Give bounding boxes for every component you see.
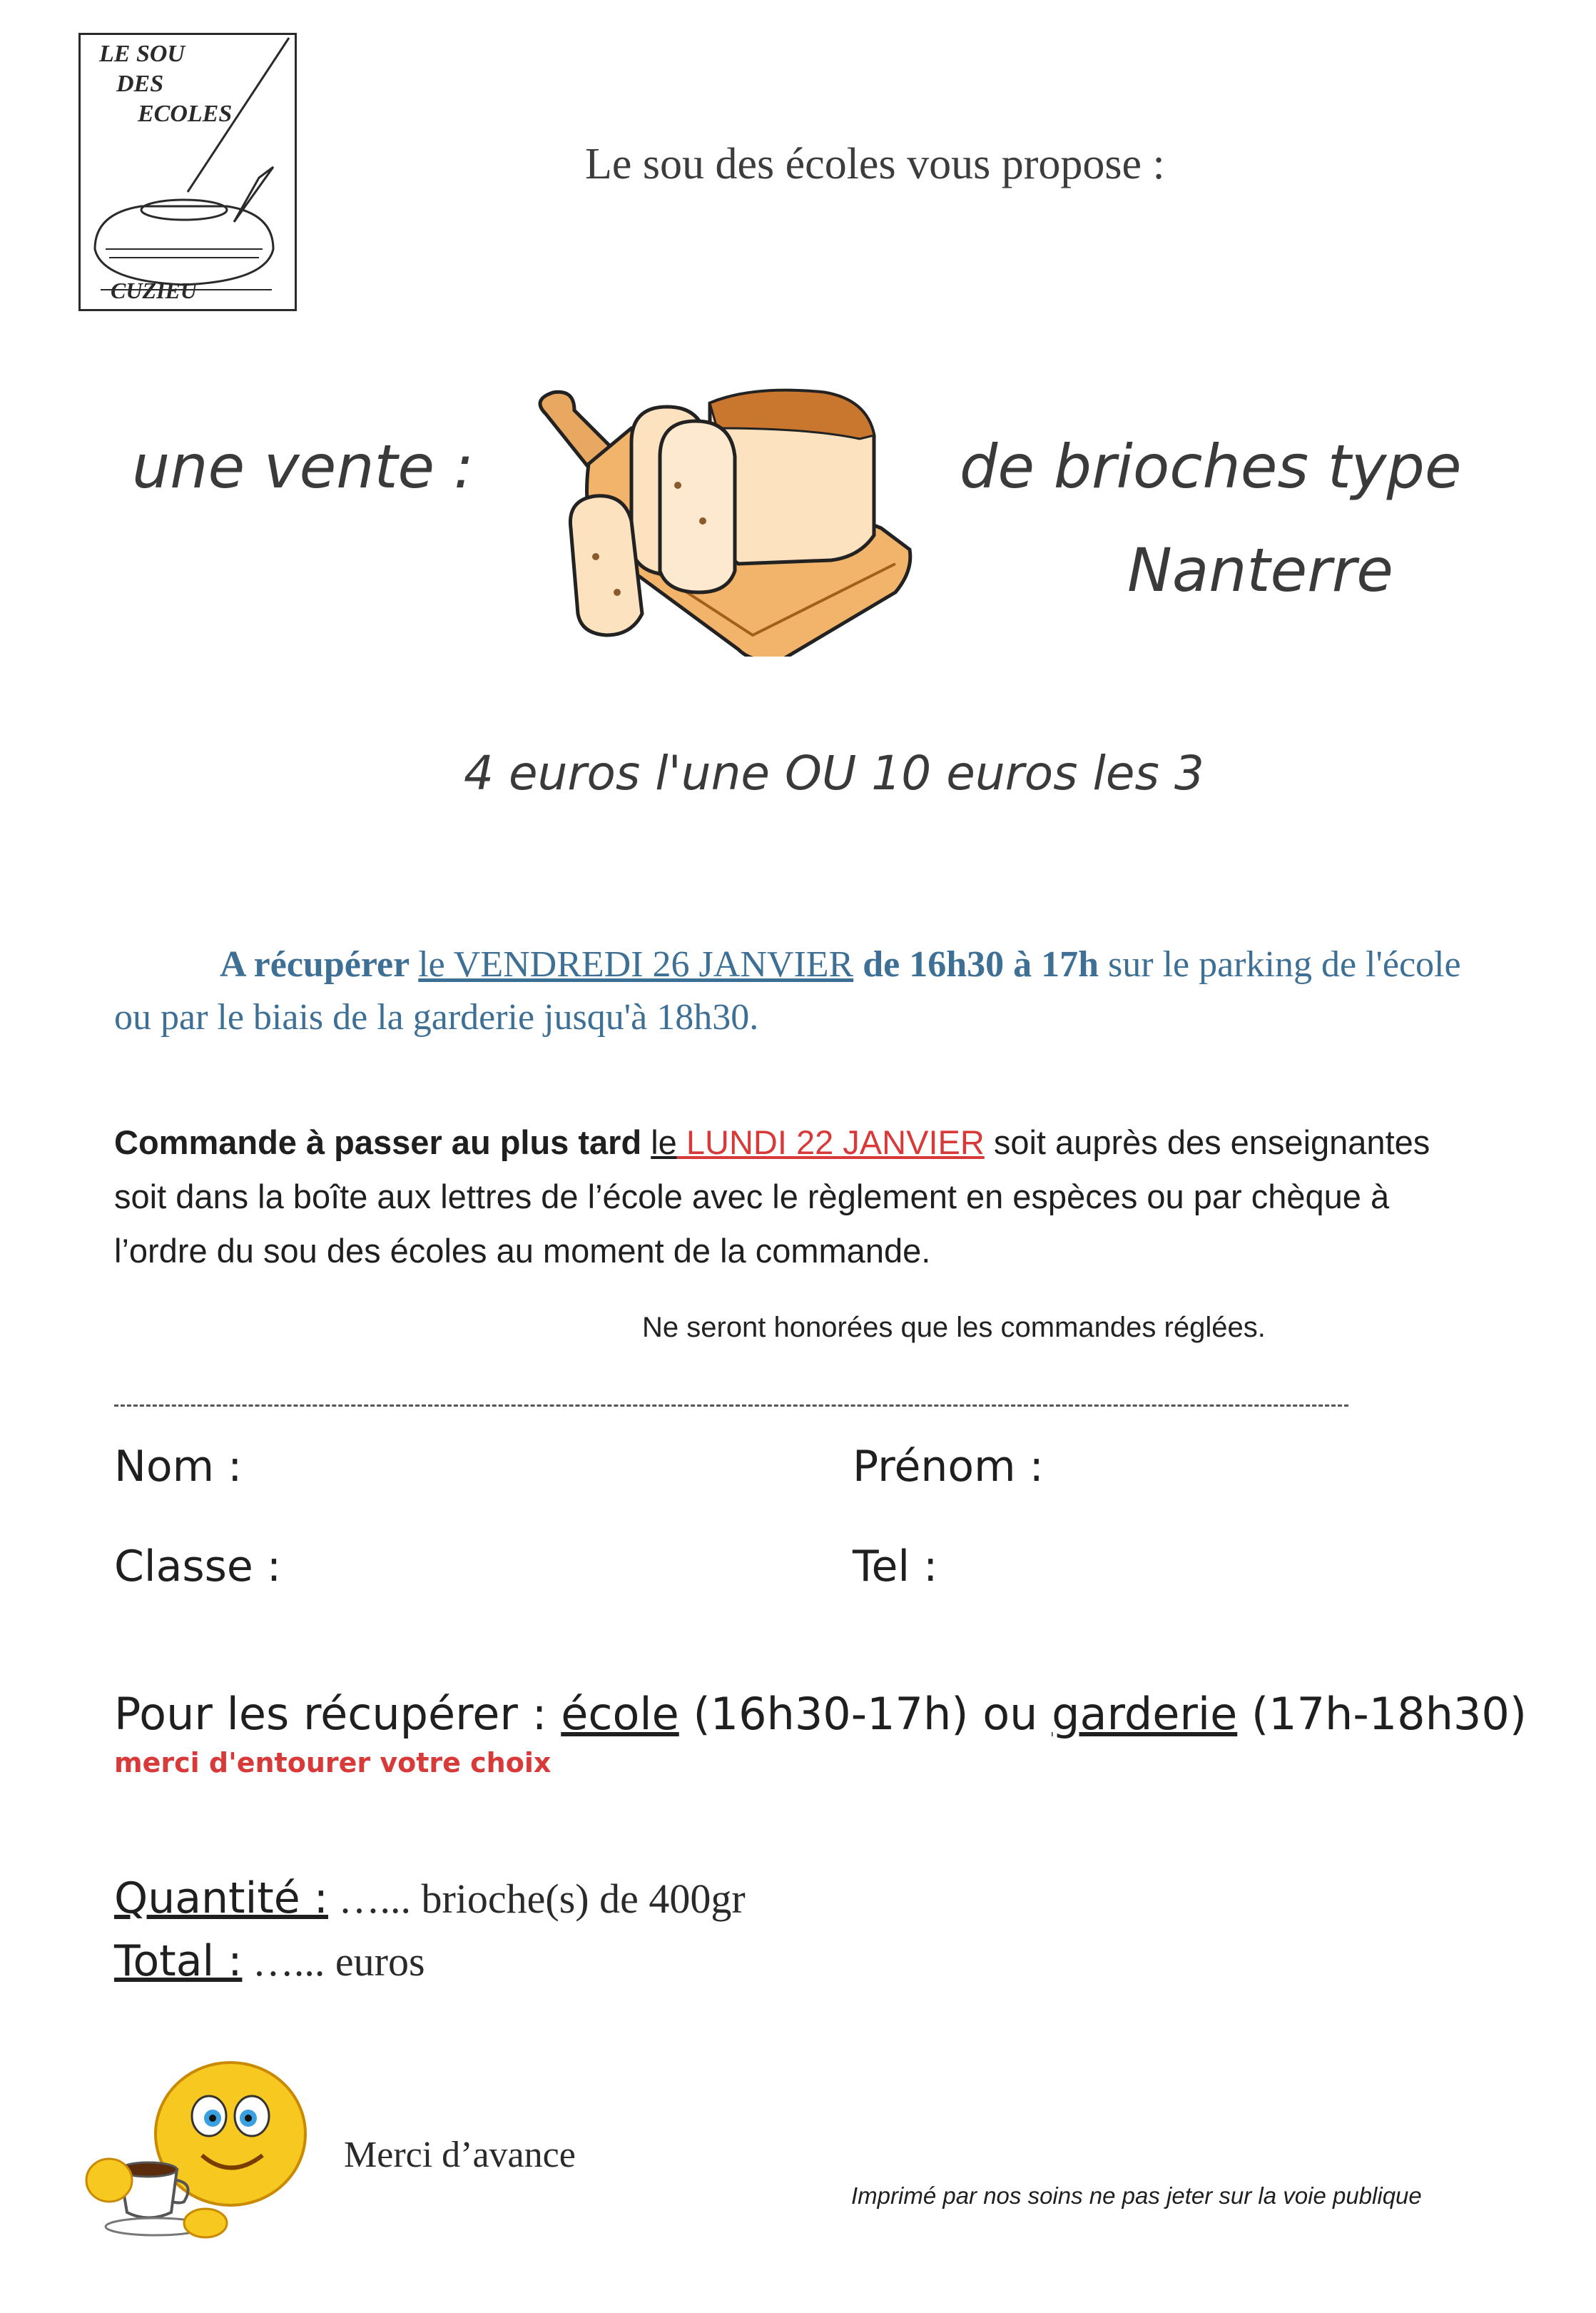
order-rest: soit auprès des enseignantes soit dans la boîte aux lettres de l’école avec le règlement en espèces ou par chèque à l’ordre du sou des écoles au moment de la commande. (114, 1123, 1430, 1270)
paid-orders-note: Ne seront honorées que les commandes réglées. (642, 1312, 1266, 1343)
logo-line-1: LE SOU (99, 41, 185, 67)
thanks-text: Merci d’avance (344, 2135, 576, 2175)
order-date-prefix: le (651, 1123, 677, 1161)
order-lead: Commande à passer au plus tard (114, 1123, 651, 1161)
logo-line-2: DES (116, 71, 164, 97)
quantity-label: Quantité : (114, 1873, 328, 1923)
inkpot-quill-icon (81, 35, 295, 309)
total-label: Total : (114, 1936, 243, 1986)
total-value: …... euros (242, 1938, 425, 1985)
choice-garderie: garderie (1052, 1688, 1238, 1740)
pickup-choice-lead: Pour les récupérer : (114, 1688, 561, 1740)
pickup-lead: A récupérer (220, 944, 419, 985)
logo-town: CUZIEU (111, 278, 197, 303)
classe-field-label: Classe : (114, 1542, 282, 1591)
order-date: LUNDI 22 JANVIER (676, 1123, 985, 1161)
pickup-choice-line (114, 1688, 1527, 1740)
choice-garderie-hours: (17h-18h30) (1237, 1688, 1527, 1740)
pickup-date: le VENDREDI 26 JANVIER (418, 944, 854, 985)
tel-field-label: Tel : (853, 1542, 938, 1591)
pickup-rest: sur le parking de l'école ou par le biais de la garderie jusqu'à 18h30. (114, 944, 1461, 1038)
choice-ecole-hours: (16h30-17h) ou (678, 1688, 1052, 1740)
pickup-time: de 16h30 à 17h (853, 944, 1099, 985)
total-line (114, 1936, 425, 1986)
logo-line-3: ECOLES (138, 101, 233, 127)
bread-loaf-icon (524, 378, 924, 657)
pickup-info (114, 938, 1484, 1044)
cut-line-divider (114, 1404, 1348, 1407)
order-info (114, 1115, 1484, 1278)
quantity-line (114, 1873, 746, 1923)
school-association-logo (78, 33, 297, 311)
sale-title-part1: une vente : (132, 432, 474, 502)
sale-title-part2: de brioches type (960, 432, 1462, 502)
smiley-coffee-icon (77, 2055, 320, 2241)
choice-ecole: école (561, 1688, 679, 1740)
quantity-value: …... brioche(s) de 400gr (327, 1876, 746, 1922)
nom-field-label: Nom : (114, 1442, 243, 1492)
circle-choice-note: merci d'entourer votre choix (114, 1747, 552, 1778)
sale-title-part3: Nanterre (1127, 535, 1393, 605)
prenom-field-label: Prénom : (853, 1442, 1044, 1492)
print-notice: Imprimé par nos soins ne pas jeter sur la voie publique (851, 2182, 1422, 2209)
price-text: 4 euros l'une OU 10 euros les 3 (464, 746, 1204, 801)
intro-text: Le sou des écoles vous propose : (585, 140, 1165, 188)
